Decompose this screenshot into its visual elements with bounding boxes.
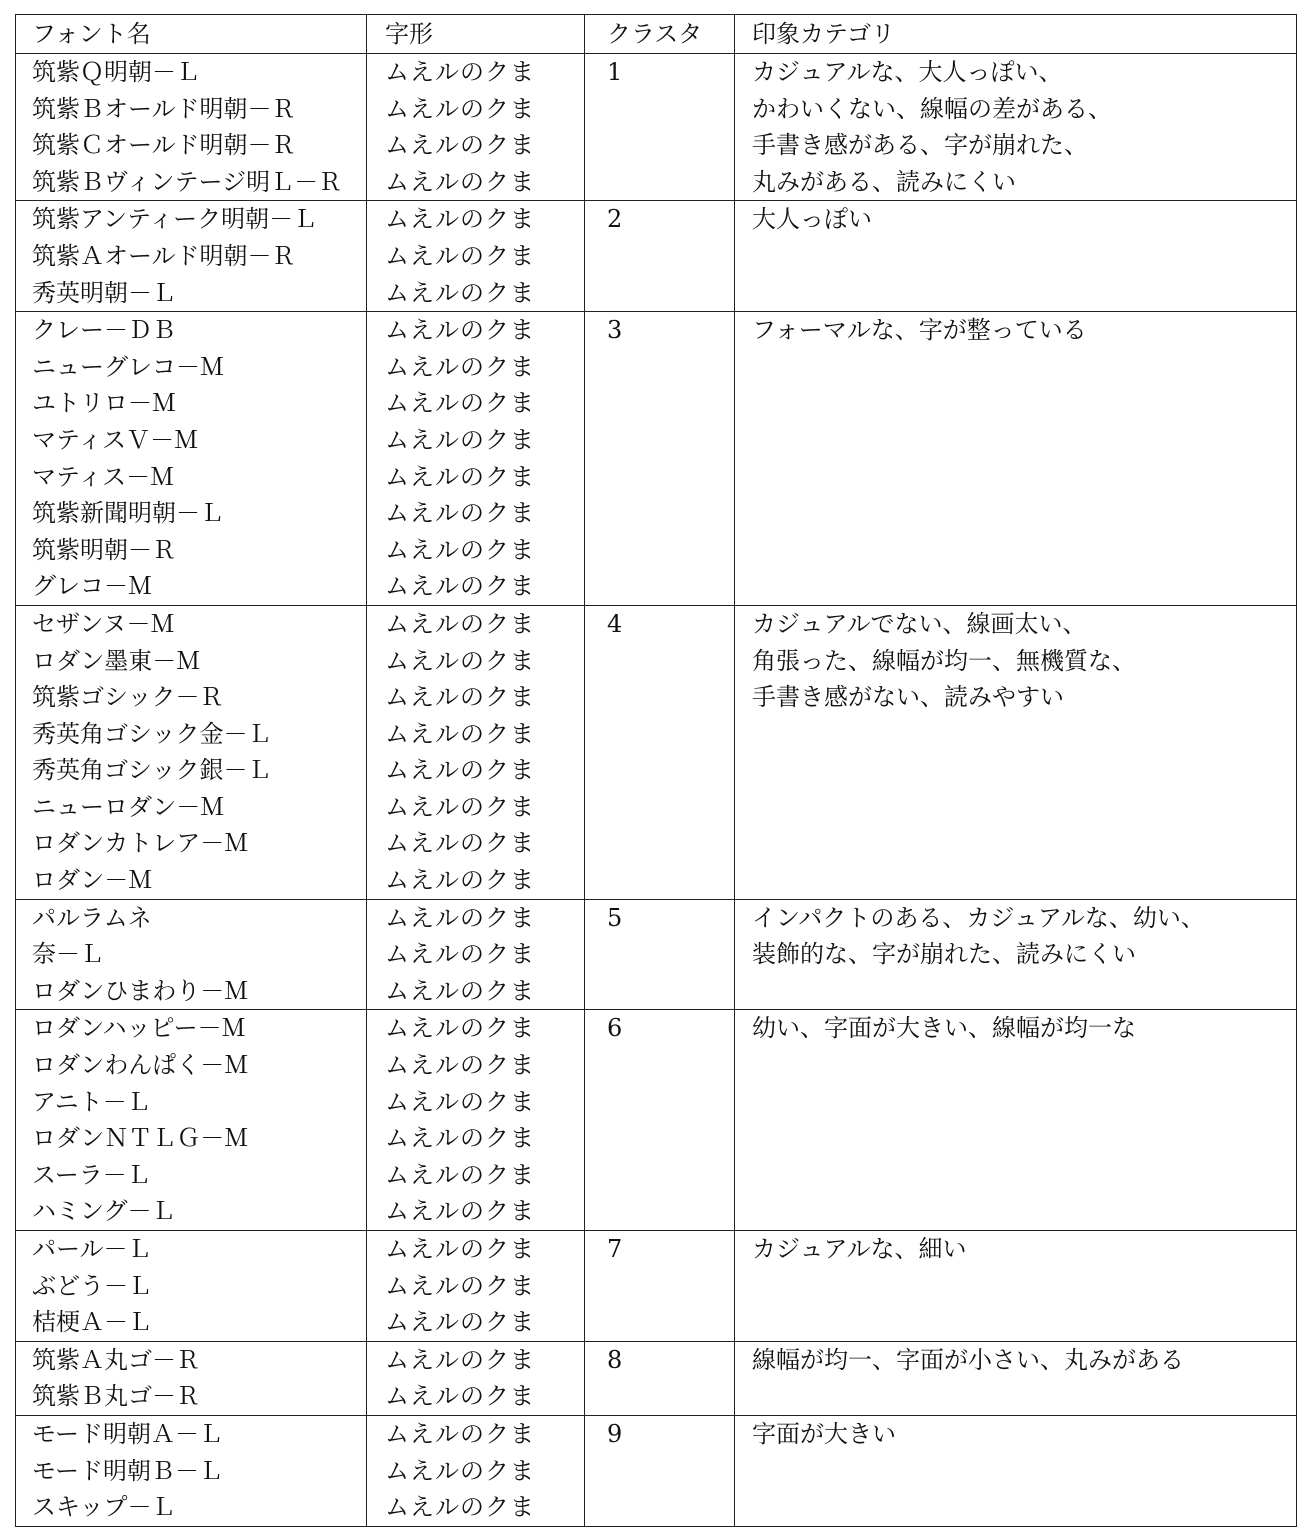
font-name: パルラムネ xyxy=(32,903,152,932)
cluster-number: 8 xyxy=(607,1345,623,1374)
glyph-sample: ムえルのクま xyxy=(385,425,535,454)
font-name: スーラ－Ｌ xyxy=(32,1160,151,1189)
cluster-number: 4 xyxy=(607,609,623,638)
impression-category-line: カジュアルでない、線画太い、 xyxy=(752,609,1087,638)
impression-category-cell xyxy=(735,1231,1297,1342)
font-name: 秀英角ゴシック銀－Ｌ xyxy=(32,756,272,785)
glyph-sample: ムえルのクま xyxy=(385,58,535,86)
font-name: 筑紫Ａオールド明朝－Ｒ xyxy=(32,241,296,270)
glyph-cell xyxy=(367,1415,585,1526)
glyph-sample: ムえルのクま xyxy=(385,683,535,712)
glyph-sample: ムえルのクま xyxy=(385,572,535,601)
font-name: 筑紫Ｂ丸ゴ－Ｒ xyxy=(32,1382,200,1411)
impression-category-line: 大人っぽい xyxy=(752,205,872,234)
impression-category-cell xyxy=(735,54,1297,201)
glyph-sample: ムえルのクま xyxy=(385,1051,535,1080)
glyph-sample: ムえルのクま xyxy=(385,829,535,858)
glyph-sample: ムえルのクま xyxy=(385,866,535,895)
font-name: ロダンカトレア－Ｍ xyxy=(32,829,249,858)
cluster-number: 1 xyxy=(607,58,623,86)
cluster-row xyxy=(16,201,1297,312)
glyph-cell xyxy=(367,201,585,312)
cluster-row xyxy=(16,1341,1297,1415)
font-name: ロダンひまわり－Ｍ xyxy=(32,976,249,1005)
font-name-cell xyxy=(16,54,367,201)
font-name: 奈－Ｌ xyxy=(32,940,104,969)
font-name: ロダン－Ｍ xyxy=(32,866,153,895)
font-name: ニューグレコ－Ｍ xyxy=(32,352,224,381)
cluster-row xyxy=(16,899,1297,1010)
cluster-cell xyxy=(585,1010,735,1231)
impression-category-line: 角張った、線幅が均一、無機質な、 xyxy=(752,646,1136,675)
glyph-cell xyxy=(367,899,585,1010)
cluster-row xyxy=(16,312,1297,606)
impression-category-cell xyxy=(735,201,1297,312)
impression-category-line: 幼い、字面が大きい、線幅が均一な xyxy=(752,1014,1136,1043)
font-name: セザンヌ－Ｍ xyxy=(32,609,175,638)
font-name: 筑紫Ｂヴィンテージ明Ｌ－Ｒ xyxy=(32,167,343,196)
cluster-row xyxy=(16,1010,1297,1231)
glyph-cell xyxy=(367,1341,585,1415)
font-name: ぶどう－Ｌ xyxy=(32,1271,152,1300)
glyph-sample: ムえルのクま xyxy=(385,976,535,1005)
glyph-sample: ムえルのクま xyxy=(385,1419,535,1448)
font-name: ロダンわんぱく－Ｍ xyxy=(32,1051,249,1080)
glyph-sample: ムえルのクま xyxy=(385,167,535,196)
cluster-number: 9 xyxy=(607,1419,623,1448)
cluster-row xyxy=(16,54,1297,201)
font-name: ハミング－Ｌ xyxy=(32,1197,176,1226)
font-name-cell xyxy=(16,1415,367,1526)
glyph-sample: ムえルのクま xyxy=(385,792,535,821)
glyph-sample: ムえルのクま xyxy=(385,1014,535,1043)
font-name: 筑紫Ａ丸ゴ－Ｒ xyxy=(32,1345,200,1374)
glyph-sample: ムえルのクま xyxy=(385,646,535,675)
font-name-cell xyxy=(16,1231,367,1342)
font-name: モード明朝Ｂ－Ｌ xyxy=(32,1456,224,1485)
impression-category-line: かわいくない、線幅の差がある、 xyxy=(752,94,1112,123)
font-name: マティスＶ－Ｍ xyxy=(32,425,199,454)
glyph-cell xyxy=(367,1231,585,1342)
glyph-sample: ムえルのクま xyxy=(385,1087,535,1116)
glyph-sample: ムえルのクま xyxy=(385,1456,535,1485)
glyph-sample: ムえルのクま xyxy=(385,94,535,123)
glyph-sample: ムえルのクま xyxy=(385,1235,535,1263)
cluster-number: 5 xyxy=(607,903,623,932)
font-name-cell xyxy=(16,312,367,606)
impression-category-line: 字面が大きい xyxy=(752,1419,896,1448)
font-impression-table xyxy=(15,14,1297,1527)
glyph-sample: ムえルのクま xyxy=(385,756,535,785)
glyph-cell xyxy=(367,1010,585,1231)
header-cluster: クラスタ xyxy=(585,15,735,54)
font-name: マティス－Ｍ xyxy=(32,462,175,491)
impression-category-line: 手書き感がある、字が崩れた、 xyxy=(752,131,1088,160)
glyph-sample: ムえルのクま xyxy=(385,389,535,418)
glyph-sample: ムえルのクま xyxy=(385,940,535,969)
font-name-cell xyxy=(16,201,367,312)
cluster-row xyxy=(16,605,1297,899)
cluster-number: 2 xyxy=(607,205,623,234)
font-name: スキップ－Ｌ xyxy=(32,1493,176,1522)
glyph-sample: ムえルのクま xyxy=(385,1382,535,1411)
font-name: 秀英明朝－Ｌ xyxy=(32,278,176,307)
font-name: 筑紫Ｃオールド明朝－Ｒ xyxy=(32,131,296,160)
glyph-sample: ムえルのクま xyxy=(385,352,535,381)
font-name: アニト－Ｌ xyxy=(32,1087,151,1116)
cluster-cell xyxy=(585,54,735,201)
glyph-cell xyxy=(367,605,585,899)
cluster-number: 6 xyxy=(607,1014,623,1043)
glyph-sample: ムえルのクま xyxy=(385,499,535,528)
cluster-number: 3 xyxy=(607,316,623,345)
glyph-sample: ムえルのクま xyxy=(385,719,535,748)
cluster-number: 7 xyxy=(607,1235,623,1263)
cluster-cell xyxy=(585,1415,735,1526)
impression-category-line: 装飾的な、字が崩れた、読みにくい xyxy=(752,940,1136,969)
impression-category-cell xyxy=(735,899,1297,1010)
header-glyph: 字形 xyxy=(367,15,585,54)
glyph-sample: ムえルのクま xyxy=(385,462,535,491)
cluster-cell xyxy=(585,605,735,899)
impression-category-line: 線幅が均一、字面が小さい、丸みがある xyxy=(752,1345,1184,1374)
cluster-cell xyxy=(585,312,735,606)
impression-category-line: インパクトのある、カジュアルな、幼い、 xyxy=(752,903,1205,932)
glyph-cell xyxy=(367,54,585,201)
font-name: 筑紫Ｂオールド明朝－Ｒ xyxy=(32,94,296,123)
cluster-cell xyxy=(585,201,735,312)
impression-category-cell xyxy=(735,312,1297,606)
glyph-sample: ムえルのクま xyxy=(385,131,535,160)
header-impression-category: 印象カテゴリ xyxy=(735,15,1297,54)
font-name: 筑紫Ｑ明朝－Ｌ xyxy=(32,58,200,86)
glyph-sample: ムえルのクま xyxy=(385,1308,535,1337)
cluster-cell xyxy=(585,899,735,1010)
font-name: 筑紫アンティーク明朝－Ｌ xyxy=(32,205,318,234)
glyph-sample: ムえルのクま xyxy=(385,535,535,564)
font-name: グレコ－Ｍ xyxy=(32,572,152,601)
impression-category-cell xyxy=(735,605,1297,899)
font-name-cell xyxy=(16,1341,367,1415)
cluster-row xyxy=(16,1231,1297,1342)
glyph-sample: ムえルのクま xyxy=(385,1271,535,1300)
glyph-sample: ムえルのクま xyxy=(385,903,535,932)
impression-category-line: 手書き感がない、読みやすい xyxy=(752,683,1064,712)
font-name: モード明朝Ａ－Ｌ xyxy=(32,1419,224,1448)
font-name: 桔梗Ａ－Ｌ xyxy=(32,1308,152,1337)
font-name: ユトリロ－Ｍ xyxy=(32,389,176,418)
font-name: ロダンＮＴＬＧ－Ｍ xyxy=(32,1124,249,1153)
font-name: 筑紫明朝－Ｒ xyxy=(32,535,176,564)
header-font-name: フォント名 xyxy=(16,15,367,54)
cluster-row xyxy=(16,1415,1297,1526)
font-name: パール－Ｌ xyxy=(32,1235,152,1263)
font-name: ニューロダン－Ｍ xyxy=(32,792,225,821)
font-name: ロダン墨東－Ｍ xyxy=(32,646,201,675)
cluster-cell xyxy=(585,1341,735,1415)
glyph-sample: ムえルのクま xyxy=(385,1197,535,1226)
glyph-sample: ムえルのクま xyxy=(385,1345,535,1374)
glyph-sample: ムえルのクま xyxy=(385,316,535,345)
font-name: 筑紫新聞明朝－Ｌ xyxy=(32,499,224,528)
font-name: ロダンハッピー－Ｍ xyxy=(32,1014,246,1043)
impression-category-line: カジュアルな、大人っぽい、 xyxy=(752,58,1063,86)
header-row xyxy=(16,15,1297,54)
font-name-cell xyxy=(16,1010,367,1231)
font-name: クレー－ＤＢ xyxy=(32,316,176,345)
glyph-sample: ムえルのクま xyxy=(385,1493,535,1522)
impression-category-line: フォーマルな、字が整っている xyxy=(752,316,1087,345)
glyph-sample: ムえルのクま xyxy=(385,609,535,638)
font-name: 秀英角ゴシック金－Ｌ xyxy=(32,719,272,748)
impression-category-cell xyxy=(735,1415,1297,1526)
font-name-cell xyxy=(16,899,367,1010)
glyph-cell xyxy=(367,312,585,606)
impression-category-cell xyxy=(735,1010,1297,1231)
glyph-sample: ムえルのクま xyxy=(385,241,535,270)
table-body xyxy=(16,54,1297,1527)
glyph-sample: ムえルのクま xyxy=(385,1160,535,1189)
impression-category-line: 丸みがある、読みにくい xyxy=(752,167,1016,196)
glyph-sample: ムえルのクま xyxy=(385,205,535,234)
glyph-sample: ムえルのクま xyxy=(385,1124,535,1153)
cluster-cell xyxy=(585,1231,735,1342)
font-name-cell xyxy=(16,605,367,899)
impression-category-line: カジュアルな、細い xyxy=(752,1235,967,1263)
impression-category-cell xyxy=(735,1341,1297,1415)
font-name: 筑紫ゴシック－Ｒ xyxy=(32,683,224,712)
glyph-sample: ムえルのクま xyxy=(385,278,535,307)
